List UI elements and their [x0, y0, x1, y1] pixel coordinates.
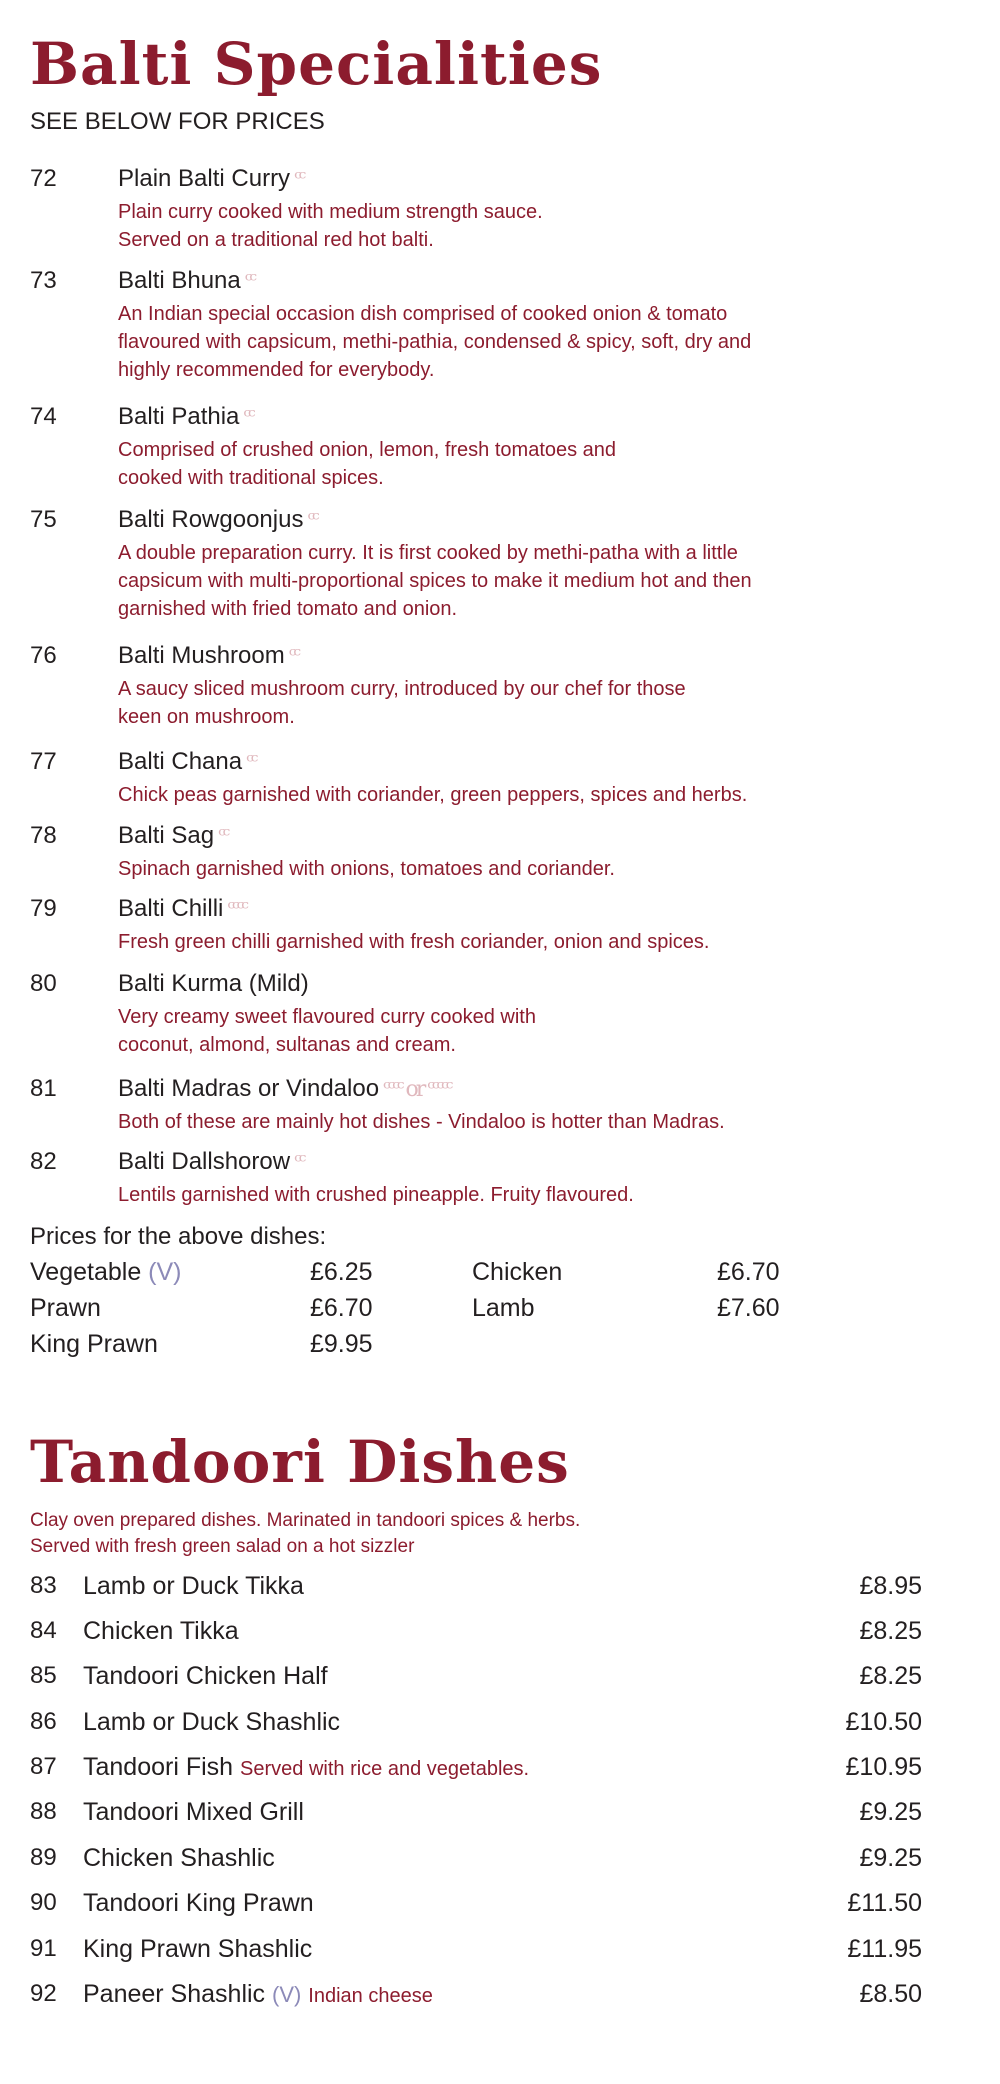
item-number: 72: [30, 165, 57, 192]
item-number: 83: [30, 1572, 57, 1599]
item-number: 90: [30, 1889, 57, 1916]
item-name: Balti Chana ᶜᶜ: [118, 748, 256, 775]
table-row: [0, 1798, 1000, 1840]
item-description: Comprised of crushed onion, lemon, fresh tomatoes and cooked with traditional spices.: [118, 439, 617, 489]
chilli-rating-icon: ᶜᶜ: [244, 269, 254, 294]
item-number: 81: [30, 1075, 57, 1102]
item-description: Chick peas garnished with coriander, green peppers, spices and herbs.: [118, 784, 748, 806]
table-row: [0, 1708, 1000, 1750]
item-name: Balti Bhuna ᶜᶜ: [118, 267, 254, 294]
item-number: 77: [30, 748, 57, 775]
item-number: 82: [30, 1148, 57, 1175]
chilli-rating-icon: ᶜᶜ: [294, 1150, 304, 1175]
item-name: Paneer Shashlic (V) Indian cheese: [83, 1980, 433, 2008]
item-description: Both of these are mainly hot dishes - Vindaloo is hotter than Madras.: [118, 1111, 725, 1133]
item-name: Tandoori King Prawn: [83, 1889, 314, 1917]
price-value: £6.70: [717, 1258, 780, 1286]
table-row: [0, 1753, 1000, 1795]
item-name: Balti Dallshorow ᶜᶜ: [118, 1148, 304, 1175]
item-number: 87: [30, 1753, 57, 1780]
price-value: £6.70: [310, 1294, 373, 1322]
chilli-rating-icon: ᶜᶜ: [246, 750, 256, 775]
price-label: Lamb: [472, 1294, 535, 1322]
item-price: £11.95: [847, 1935, 922, 1963]
item-number: 76: [30, 642, 57, 669]
vegetarian-mark: (V): [272, 1982, 302, 2007]
item-number: 89: [30, 1844, 57, 1871]
item-number: 88: [30, 1798, 57, 1825]
chilli-rating-icon: ᶜᶜ: [218, 824, 228, 849]
price-label: Chicken: [472, 1258, 563, 1286]
item-number: 92: [30, 1980, 57, 2007]
item-name: Balti Rowgoonjus ᶜᶜ: [118, 506, 317, 533]
table-row: [0, 1980, 1000, 2022]
table-row: [0, 1935, 1000, 1977]
item-description: A saucy sliced mushroom curry, introduced by our chef for those keen on mushroom.: [118, 678, 686, 728]
item-name: Balti Kurma (Mild): [118, 970, 309, 997]
item-price: £8.25: [859, 1617, 922, 1645]
item-description: A double preparation curry. It is first cooked by methi-patha with a little capsicum with multi-proportional spices to make it medium hot and then garnished with fried tomato and onion.: [118, 542, 752, 620]
price-label: Vegetable (V): [30, 1258, 182, 1286]
item-number: 91: [30, 1935, 57, 1962]
price-value: £6.25: [310, 1258, 373, 1286]
table-row: [0, 1662, 1000, 1704]
item-number: 79: [30, 895, 57, 922]
item-name: Balti Madras or Vindaloo ᶜᶜᶜᶜ or ᶜᶜᶜᶜᶜ: [118, 1075, 451, 1102]
item-name: Plain Balti Curry ᶜᶜ: [118, 165, 304, 192]
table-row: [0, 1844, 1000, 1886]
item-name: Tandoori Fish Served with rice and vegetables.: [83, 1753, 530, 1781]
item-price: £10.95: [845, 1753, 922, 1781]
chilli-rating-icon: ᶜᶜ: [294, 167, 304, 192]
chilli-rating-icon: ᶜᶜ: [307, 508, 317, 533]
item-price: £8.50: [859, 1980, 922, 2008]
item-description: Spinach garnished with onions, tomatoes and coriander.: [118, 858, 615, 880]
price-value: £7.60: [717, 1294, 780, 1322]
vegetarian-mark: (V): [148, 1258, 182, 1286]
item-price: £8.25: [859, 1662, 922, 1690]
prices-caption: Prices for the above dishes:: [30, 1223, 327, 1250]
item-name: Balti Pathia ᶜᶜ: [118, 403, 253, 430]
table-row: [0, 1572, 1000, 1614]
item-description: An Indian special occasion dish comprised of cooked onion & tomato flavoured with capsicum, methi-pathia, condensed & spicy, soft, dry and highly recommended for everybody.: [118, 303, 752, 381]
item-note: Served with rice and vegetables.: [240, 1758, 530, 1780]
balti-section-title: Balti Specialities: [30, 30, 603, 98]
item-description: Very creamy sweet flavoured curry cooked with coconut, almond, sultanas and cream.: [118, 1006, 536, 1056]
item-number: 84: [30, 1617, 57, 1644]
item-number: 86: [30, 1708, 57, 1735]
item-note: Indian cheese: [308, 1985, 433, 2007]
tandoori-section-title: Tandoori Dishes: [30, 1428, 570, 1496]
item-name: King Prawn Shashlic: [83, 1935, 313, 1963]
tandoori-intro: Clay oven prepared dishes. Marinated in tandoori spices & herbs. Served with fresh green salad on a hot sizzler: [30, 1510, 581, 1557]
balti-subtitle: SEE BELOW FOR PRICES: [30, 108, 325, 135]
item-name: Chicken Shashlic: [83, 1844, 275, 1872]
item-description: Lentils garnished with crushed pineapple. Fruity flavoured.: [118, 1184, 634, 1206]
item-price: £9.25: [859, 1798, 922, 1826]
item-price: £11.50: [847, 1889, 922, 1917]
item-price: £8.95: [859, 1572, 922, 1600]
item-description: Plain curry cooked with medium strength sauce. Served on a traditional red hot balti.: [118, 201, 543, 251]
chilli-rating-icon: ᶜᶜ: [288, 644, 298, 669]
item-name: Lamb or Duck Tikka: [83, 1572, 304, 1600]
item-name: Chicken Tikka: [83, 1617, 239, 1645]
item-name: Tandoori Chicken Half: [83, 1662, 328, 1690]
item-number: 75: [30, 506, 57, 533]
item-number: 85: [30, 1662, 57, 1689]
item-number: 80: [30, 970, 57, 997]
price-label: King Prawn: [30, 1330, 158, 1358]
item-number: 74: [30, 403, 57, 430]
item-name: Balti Chilli ᶜᶜᶜᶜ: [118, 895, 246, 922]
item-description: Fresh green chilli garnished with fresh coriander, onion and spices.: [118, 931, 710, 953]
chilli-rating-icon: ᶜᶜᶜᶜ or ᶜᶜᶜᶜᶜ: [383, 1077, 451, 1102]
chilli-rating-icon: ᶜᶜᶜᶜ: [227, 897, 246, 922]
item-name: Lamb or Duck Shashlic: [83, 1708, 341, 1736]
item-name: Balti Mushroom ᶜᶜ: [118, 642, 298, 669]
item-name: Balti Sag ᶜᶜ: [118, 822, 228, 849]
item-name: Tandoori Mixed Grill: [83, 1798, 304, 1826]
chilli-rating-icon: ᶜᶜ: [243, 405, 253, 430]
item-price: £9.25: [859, 1844, 922, 1872]
table-row: [0, 1889, 1000, 1931]
price-label: Prawn: [30, 1294, 101, 1322]
item-price: £10.50: [845, 1708, 922, 1736]
item-number: 73: [30, 267, 57, 294]
item-number: 78: [30, 822, 57, 849]
table-row: [0, 1617, 1000, 1659]
price-value: £9.95: [310, 1330, 373, 1358]
